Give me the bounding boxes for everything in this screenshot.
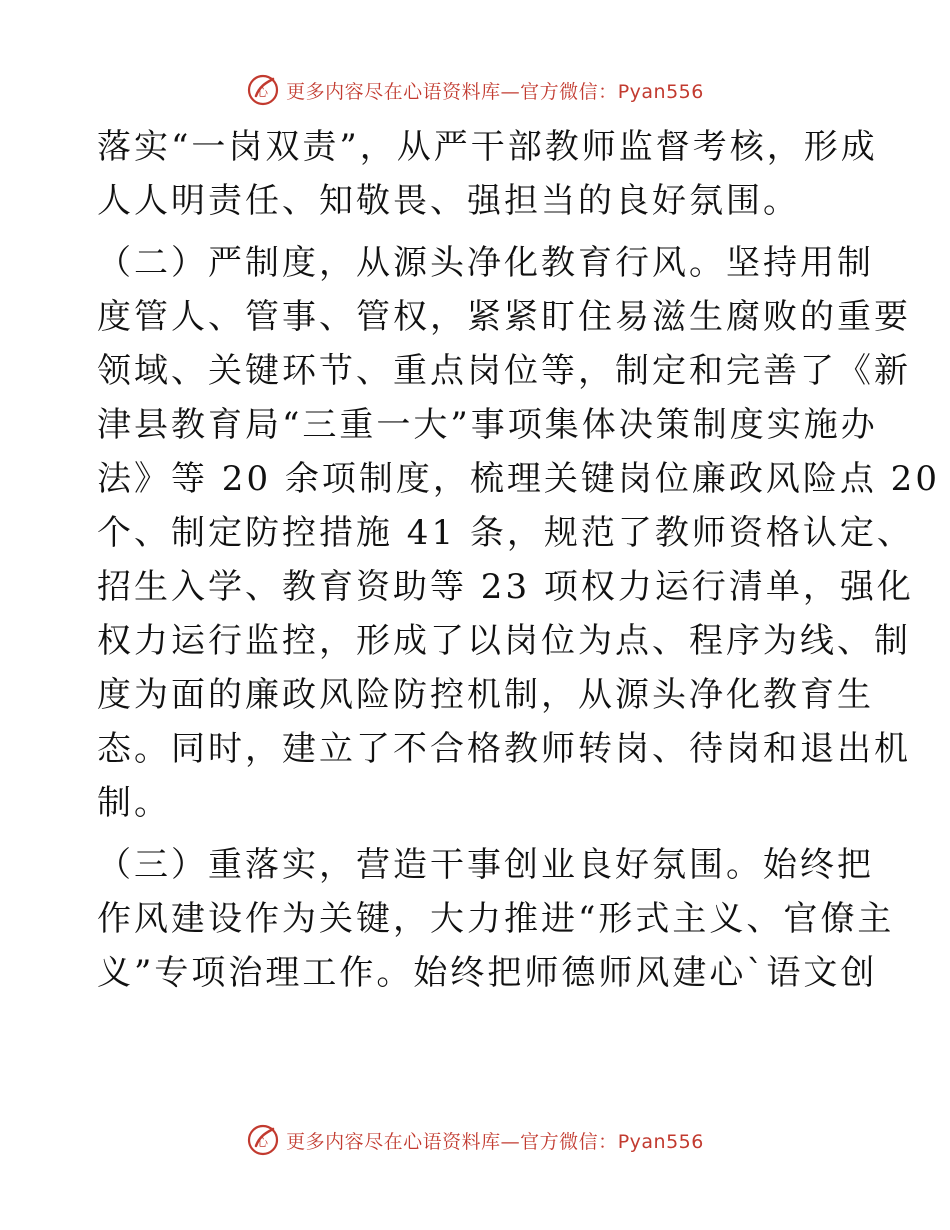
paragraph-3 (97, 838, 895, 1000)
text-line: 度为面的廉政风险防控机制，从源头净化教育生 (97, 675, 874, 715)
text-line: 人人明责任、知敬畏、强担当的良好氛围。 (97, 181, 800, 221)
banner-dash: — (500, 80, 521, 103)
paragraph-1 (97, 120, 878, 228)
text-line: 作风建设作为关键，大力推进“形式主义、官僚主 (97, 899, 895, 939)
text-line: 义”专项治理工作。始终把师德师风建心`语文创 (97, 953, 878, 993)
paragraph-2 (97, 236, 940, 830)
header-watermark-banner (0, 70, 950, 110)
logo-glyph: 心 (256, 85, 269, 99)
footer-watermark-banner (0, 1120, 950, 1160)
banner-title: 更多内容尽在心语资料库 (286, 1130, 501, 1153)
banner-title: 更多内容尽在心语资料库 (286, 80, 501, 103)
banner-dash: — (500, 1130, 521, 1153)
text-line: 态。同时，建立了不合格教师转岗、待岗和退出机 (97, 729, 911, 769)
text-line: 落实“一岗双责”，从严干部教师监督考核，形成 (97, 127, 878, 167)
banner-text (286, 77, 704, 104)
text-line: （三）重落实，营造干事创业良好氛围。始终把 (97, 845, 874, 885)
wechat-label: 官方微信： (520, 80, 618, 103)
text-line: 度管人、管事、管权，紧紧盯住易滋生腐败的重要 (97, 297, 911, 337)
text-line: 津县教育局“三重一大”事项集体决策制度实施办 (97, 405, 878, 445)
wechat-label: 官方微信： (520, 1130, 618, 1153)
text-line: 领域、关键环节、重点岗位等，制定和完善了《新 (97, 351, 911, 391)
text-line: 权力运行监控，形成了以岗位为点、程序为线、制 (97, 621, 911, 661)
text-line: 制。 (97, 783, 171, 823)
wechat-id: Pyan556 (617, 1130, 704, 1153)
text-line: 法》等 20 余项制度，梳理关键岗位廉政风险点 20 (97, 459, 940, 499)
text-line: 招生入学、教育资助等 23 项权力运行清单，强化 (97, 567, 914, 607)
wechat-id: Pyan556 (617, 80, 704, 103)
logo-glyph: 心 (256, 1135, 269, 1149)
text-line: 个、制定防控措施 41 条，规范了教师资格认定、 (97, 513, 914, 553)
text-line: （二）严制度，从源头净化教育行风。坚持用制 (97, 243, 874, 283)
logo-icon (246, 73, 280, 107)
document-body (97, 120, 940, 1000)
logo-icon (246, 1123, 280, 1157)
banner-text (286, 1127, 704, 1154)
